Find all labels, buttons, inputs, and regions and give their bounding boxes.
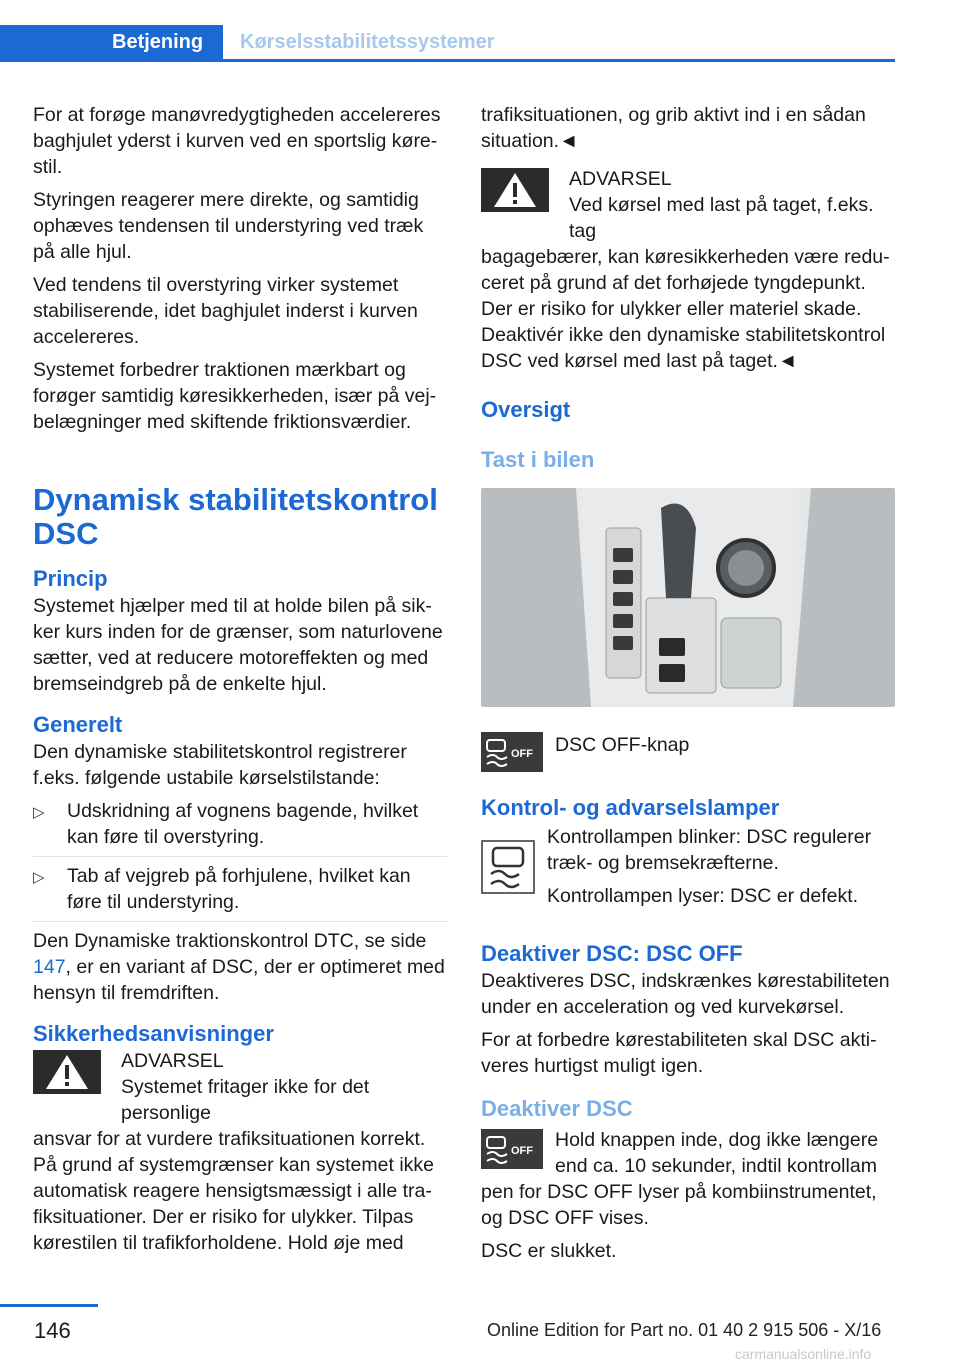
lamp-row xyxy=(481,824,895,916)
condition-list xyxy=(33,798,447,922)
warning-block xyxy=(481,166,895,374)
tab-korselsstabilitet[interactable]: Kørselsstabilitetssystemer xyxy=(240,31,495,53)
warning-block xyxy=(33,1048,447,1256)
right-column xyxy=(481,102,895,1271)
bullet-triangle-icon: ▷ xyxy=(33,869,45,886)
warning-first-line: Ved kørsel med last på taget, f.eks. tag xyxy=(569,194,874,242)
list-item: ▷ Udskridning af vognens bagende, hvilket kan føre til overstyring. xyxy=(33,798,447,857)
warning-first-line: Systemet fritager ikke for det personlige xyxy=(121,1076,370,1124)
dsc-off-button-icon xyxy=(481,732,543,772)
warning-text: bagagebærer, kan køresikkerheden være reduceret på grund af det forhøjede tyngdepunkt. Der er risiko for ulykker eller materiel skade. Deaktivér ikke den dynamiske stabilitetskontrol DSC ved kørsel med last på taget.◄ xyxy=(481,246,890,372)
button-caption: DSC OFF-knap xyxy=(555,734,690,756)
intro-paragraph-4: Systemet forbedrer traktionen mærkbart og forøger samtidig køresikkerheden, især på vejbelægninger med skiftende friktionsværdier. xyxy=(33,359,437,433)
page-link-147[interactable]: 147 xyxy=(33,956,66,978)
heading-princip: Princip xyxy=(33,566,108,591)
dtc-paragraph: Den Dynamiske traktionskontrol DTC, se side 147, er en variant af DSC, der er optimeret med hensyn til fremdriften. xyxy=(33,930,445,1004)
warning-text: ansvar for at vurdere trafiksituationen korrekt. På grund af systemgrænser kan systemet ikke automatisk reagere hensigtsmæssigt i alle trafiksituationer. Der er risiko for ulykker. Tilpas kørestilen til trafikforholdene. Hold øje med xyxy=(33,1128,434,1254)
heading-sikkerhed: Sikkerhedsanvisninger xyxy=(33,1021,274,1046)
footer-rule xyxy=(0,1304,98,1307)
heading-deaktiver-dsc: Deaktiver DSC xyxy=(481,1096,633,1121)
watermark: carmanualsonline.info xyxy=(735,1346,872,1362)
svg-text:OFF: OFF xyxy=(511,1145,533,1157)
list-item: ▷ Tab af vejgreb på forhjulene, hvilket kan føre til understyring. xyxy=(33,863,447,922)
warning-triangle-icon xyxy=(33,1050,101,1094)
intro-paragraph-3: Ved tendens til overstyring virker systemet stabiliserende, idet baghjulet inderst i kurven accelereres. xyxy=(33,274,418,348)
heading-tast-i-bilen: Tast i bilen xyxy=(481,447,595,472)
left-column xyxy=(33,102,447,1263)
svg-text:OFF: OFF xyxy=(511,748,533,760)
warning-label: ADVARSEL xyxy=(121,1050,224,1072)
section-title-dsc: Dynamisk stabilitetskontrol DSC xyxy=(33,482,438,551)
deactivate-step-first: Hold knappen inde, dog ikke længere end ca. 10 sekunder, indtil kontrollam xyxy=(555,1129,879,1177)
general-text: Den dynamiske stabilitetskontrol registrerer f.eks. følgende ustabile kørselstilstande: xyxy=(33,741,407,789)
principle-text: Systemet hjælper med til at holde bilen på sikker kurs inden for de grænser, som naturlovene sætter, ved at reducere motoreffekten og med bremseindgreb på de enkelte hjul. xyxy=(33,595,443,695)
center-console-photo xyxy=(481,488,895,707)
heading-oversigt: Oversigt xyxy=(481,397,571,422)
deactivate-text-2: For at forbedre kørestabiliteten skal DSC aktiveres hurtigst muligt igen. xyxy=(481,1029,877,1077)
intro-paragraph-1: For at forøge manøvredygtigheden accelereres baghjulet yderst i kurven ved en sportslig kørestil. xyxy=(33,104,441,178)
dsc-off-text: DSC er slukket. xyxy=(481,1240,617,1262)
tab-betjening[interactable]: Betjening xyxy=(0,25,223,61)
intro-paragraph-2: Styringen reagerer mere direkte, og samtidig ophæves tendensen til understyring ved træk på alle hjul. xyxy=(33,189,424,263)
dsc-lamp-icon xyxy=(481,840,535,894)
dsc-off-button-row xyxy=(481,732,895,772)
warning-label: ADVARSEL xyxy=(569,168,672,190)
edition-text: Online Edition for Part no. 01 40 2 915 506 - X/16 xyxy=(487,1320,882,1340)
page-number: 146 xyxy=(34,1318,71,1343)
continuation-text: trafiksituationen, og grib aktivt ind i en sådan situation.◄ xyxy=(481,104,866,152)
warning-triangle-icon xyxy=(481,168,549,212)
bullet-triangle-icon: ▷ xyxy=(33,804,45,821)
lamp-text-blink: Kontrollampen blinker: DSC regulerer træk- og bremsekræfterne. xyxy=(547,826,872,874)
lamp-text-lit: Kontrollampen lyser: DSC er defekt. xyxy=(547,885,859,907)
dsc-off-button-icon xyxy=(481,1129,543,1169)
deactivate-step-row xyxy=(481,1127,895,1179)
heading-kontrol-lamper: Kontrol- og advarselslamper xyxy=(481,795,780,820)
heading-generelt: Generelt xyxy=(33,712,123,737)
deactivate-text-1: Deaktiveres DSC, indskrænkes kørestabiliteten under en acceleration og ved kurvekørsel. xyxy=(481,970,890,1018)
deactivate-step-rest: pen for DSC OFF lyser på kombiinstrumentet, og DSC OFF vises. xyxy=(481,1181,877,1229)
heading-deaktiver-dsc-off: Deaktiver DSC: DSC OFF xyxy=(481,941,743,966)
